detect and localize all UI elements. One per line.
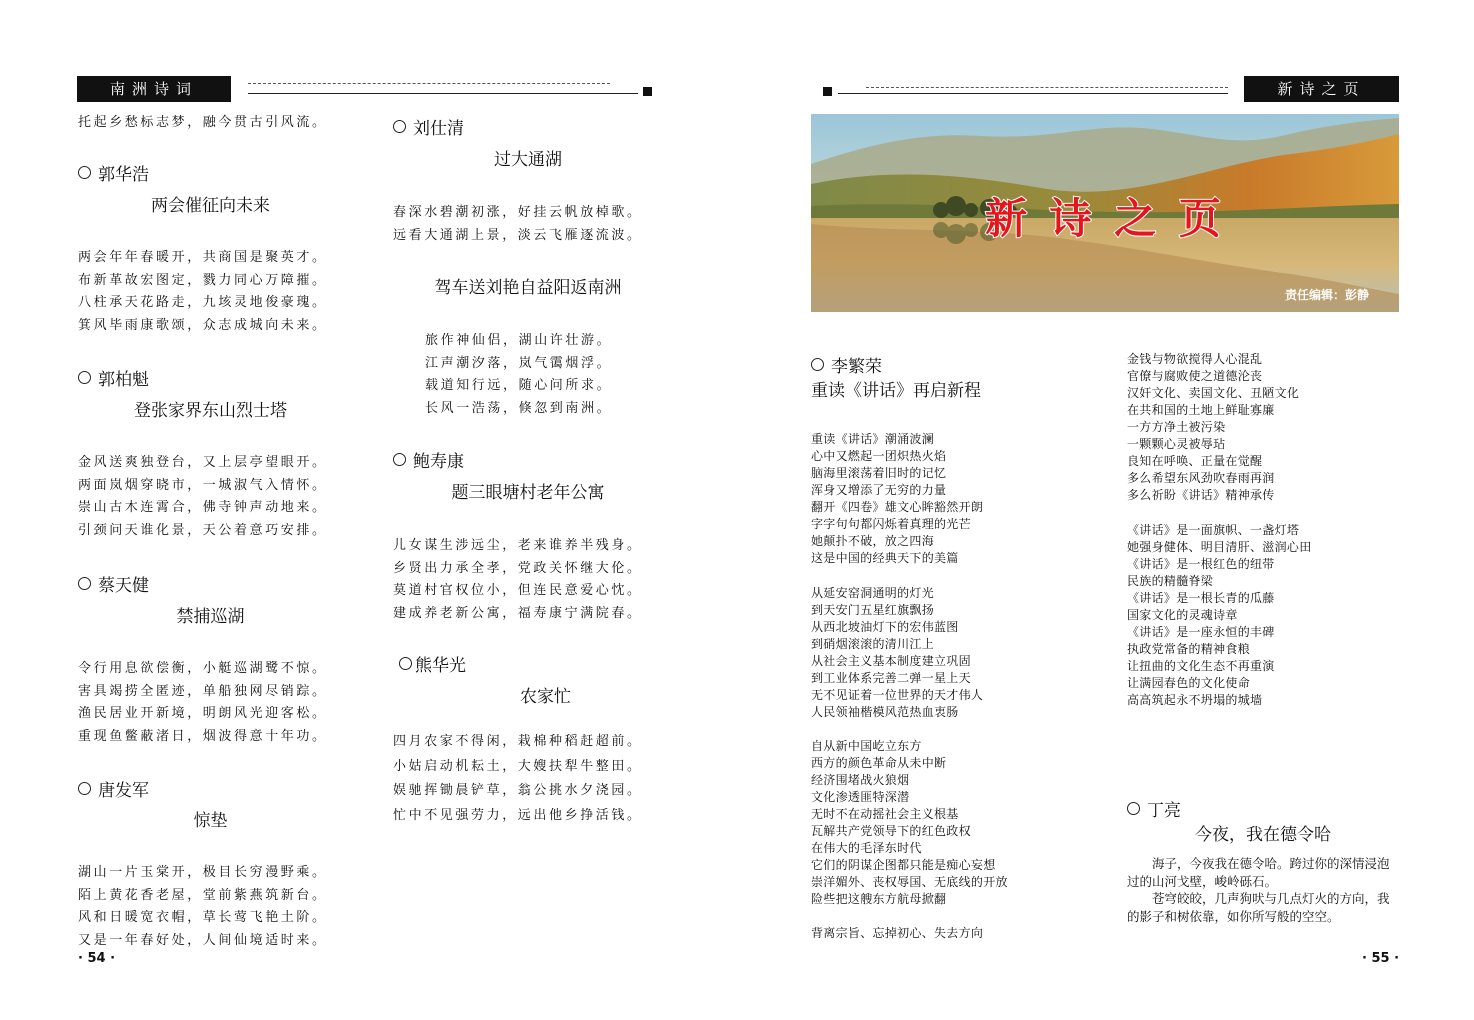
banner-landscape-image — [811, 114, 1399, 312]
poem-body: 金风送爽独登台，又上层亭望眼开。 两面岚烟穿晓市，一城淑气入情怀。 崇山古木连霄合，佛寺钟声动地来。 引颈问天谁化景，天公着意巧安排。 — [78, 455, 328, 538]
poem-title: 禁捕巡湖 — [176, 607, 245, 627]
poem-title: 过大通湖 — [494, 150, 562, 170]
page-number-right: · 55 · — [1362, 951, 1400, 966]
circle-bullet-icon — [393, 453, 406, 466]
poem-title: 登张家界东山烈士塔 — [134, 401, 287, 421]
poem-title: 两会催征向未来 — [151, 196, 270, 216]
header-rule-right — [838, 93, 1228, 94]
circle-bullet-icon — [1127, 802, 1140, 815]
poem-stanza: 自从新中国屹立东方 西方的颜色革命从未中断 经济围堵战火狼烟 文化渗透匪特深潜 无时不在动摇社会主义根基 瓦解共产党领导下的红色政权 在伟大的毛泽东时代 它们的阴谋企图都只能是痴心妄想 崇洋媚外、丧权辱国、无底线的开放 险些把这艘东方航母掀翻 — [811, 739, 1008, 906]
poem-body: 令行用息欲偿衡，小艇巡湖鹭不惊。 害具竭捞全匿迹，单船独网尽销踪。 渔民居业开新境，明朗风光迎客松。 重现鱼鳖蔽渚日，烟波得意十年功。 — [78, 661, 328, 744]
circle-bullet-icon — [78, 577, 91, 590]
poem-author: 蔡天健 — [78, 571, 149, 596]
poem-author: 郭柏魁 — [78, 365, 149, 390]
circle-bullet-icon — [78, 371, 91, 384]
section-tag-right: 新诗之页 — [1244, 76, 1399, 102]
header-dashed-rule-left — [248, 83, 610, 84]
poem-body: 四月农家不得闲，栽棉种稻赶超前。 小姑启动机耘土，大嫂扶犁牛整田。 娱驰挥锄晨铲草，翁公挑水夕浇园。 忙中不见强劳力，远出他乡挣活钱。 — [393, 734, 643, 823]
poem-stanza: 《讲话》是一面旗帜、一盏灯塔 她强身健体、明目清肝、滋润心田 《讲话》是一根红色的纽带 民族的精髓脊梁 《讲话》是一根长青的瓜藤 国家文化的灵魂诗章 《讲话》是一座永恒的丰碑 执政党常备的精神食粮 让扭曲的文化生态不再重演 让满园春色的文化使命 高高筑起永不坍塌的城墙 — [1127, 523, 1312, 707]
poem-body: 两会年年春暖开，共商国是聚英才。 布新革故宏图定，戮力同心万障摧。 八柱承天花路走，九垓灵地俊豪瑰。 箕风毕雨康歌颂，众志成城向未来。 — [78, 250, 328, 333]
poem-title: 驾车送刘艳自益阳返南洲 — [434, 278, 622, 298]
circle-bullet-icon — [393, 120, 406, 133]
poem-author: 郭华浩 — [78, 160, 149, 185]
poem-author: 李繁荣 — [811, 352, 882, 377]
poem-author: 熊华光 — [399, 651, 466, 676]
banner-editor-credit: 责任编辑：彭静 — [1284, 288, 1369, 302]
prose-paragraph: 海子，今夜我在德令哈。跨过你的深情浸泡过的山河戈壁，峻岭砾石。 — [1127, 856, 1390, 889]
circle-bullet-icon — [811, 358, 824, 371]
header-dashed-rule-right — [866, 87, 1228, 88]
poem-body: 儿女谋生涉远尘，老来谁养半残身。 乡贤出力承全孝，党政关怀继大伦。 莫道村官权位小，但连民意爱心忱。 建成养老新公寓，福寿康宁满院春。 — [393, 538, 643, 621]
poem-stanza: 从延安窑洞通明的灯光 到天安门五星红旗飘扬 从西北坡油灯下的宏伟蓝图 到硝烟滚滚的清川江上 从社会主义基本制度建立巩固 到工业体系完善二弹一星上天 无不见证着一位世界的天才伟人 人民领袖楷模风范热血衷肠 — [811, 586, 984, 719]
poem-title: 惊垫 — [193, 811, 228, 831]
circle-bullet-icon — [78, 166, 91, 179]
poem-author: 丁亮 — [1127, 796, 1181, 821]
intro-line: 托起乡愁标志梦，融今贯古引风流。 — [78, 115, 328, 130]
header-square-right — [823, 87, 832, 96]
circle-bullet-icon — [78, 782, 91, 795]
poem-author: 唐发军 — [78, 776, 149, 801]
poem-body: 春深水碧潮初涨，好挂云帆放棹歌。 远看大通湖上景，淡云飞雁逐流波。 — [393, 205, 643, 243]
poem-body: 湖山一片玉棠开，极目长穷漫野乘。 陌上黄花香老屋，堂前紫燕筑新台。 风和日暖宽衣帽，草长莺飞艳土阶。 又是一年春好处，人间仙境适时来。 — [78, 865, 328, 948]
section-tag-left: 南洲诗词 — [77, 76, 231, 102]
page-number-left: · 54 · — [78, 951, 116, 966]
poem-title: 今夜，我在德令哈 — [1195, 825, 1331, 845]
poem-stanza: 金钱与物欲搅得人心混乱 官僚与腐败使之道德沦丧 汉奸文化、卖国文化、丑陋文化 在共和国的土地上鲜耻寡廉 一方方净土被污染 一颗颗心灵被辱玷 良知在呼唤、正量在觉醒 多么希望东风劲吹春雨再润 多么祈盼《讲话》精神承传 — [1127, 352, 1300, 502]
header-rule-left — [248, 93, 638, 94]
poem-author: 鲍寿康 — [393, 447, 464, 472]
poem-title: 题三眼塘村老年公寓 — [451, 483, 605, 503]
poem-title: 农家忙 — [520, 687, 571, 707]
poem-body: 旅作神仙侣，湖山许壮游。 江声潮汐落，岚气霭烟浮。 载道知行远，随心问所求。 长风一浩荡，倏忽到南洲。 — [425, 333, 613, 416]
prose-paragraph: 苍穹皎皎，几声狗吠与几点灯火的方向，我的影子和树依靠，如你所写般的空空。 — [1127, 891, 1390, 924]
circle-bullet-icon — [399, 657, 412, 670]
poem-stanza: 重读《讲话》潮涌波澜 心中又燃起一团炽热火焰 脑海里滚荡着旧时的记忆 浑身又增添了无穷的力量 翻开《四卷》雄文心眸豁然开朗 字字句句都闪烁着真理的光芒 她颠扑不破，放之四海 这是中国的经典天下的美篇 — [811, 432, 984, 565]
poem-author: 刘仕清 — [393, 114, 464, 139]
header-square-left — [643, 87, 652, 96]
poem-title: 重读《讲话》再启新程 — [811, 381, 981, 401]
banner-title: 新 诗 之 页 — [985, 194, 1225, 243]
poem-stanza: 背离宗旨、忘掉初心、失去方向 — [811, 926, 984, 940]
